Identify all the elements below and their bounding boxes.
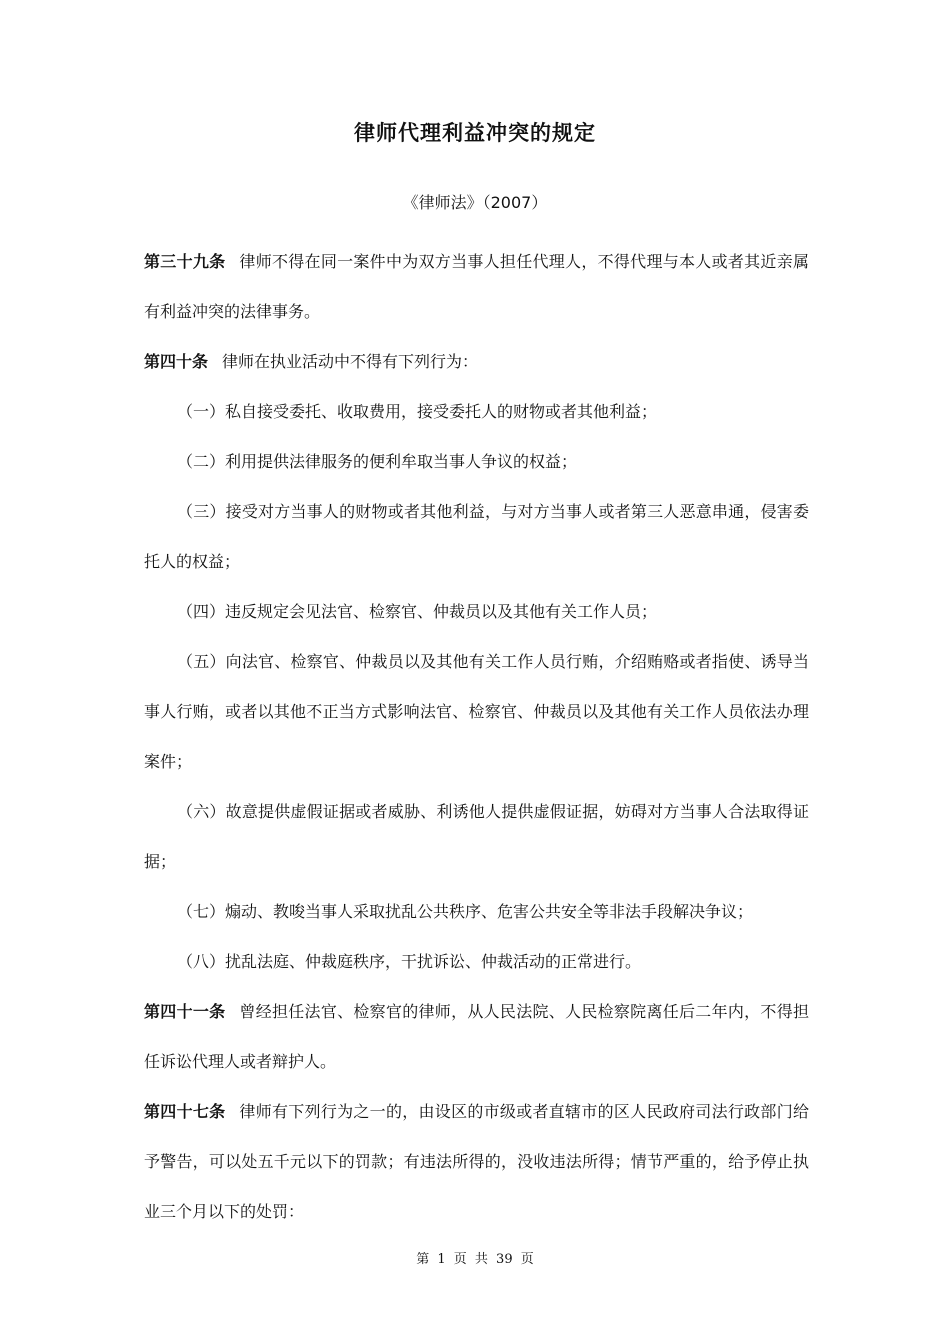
list-item: （七）煽动、教唆当事人采取扰乱公共秩序、危害公共安全等非法手段解决争议； (177, 902, 754, 921)
list-item: （三）接受对方当事人的财物或者其他利益，与对方当事人或者第三人恶意串通，侵害委托人的权益； (144, 502, 809, 571)
document-title: 律师代理利益冲突的规定 (354, 120, 596, 145)
document-subtitle: 《律师法》（2007） (402, 193, 548, 212)
list-item: （六）故意提供虚假证据或者威胁、利诱他人提供虚假证据，妨碍对方当事人合法取得证据； (144, 802, 809, 871)
article-number: 第四十七条 (144, 1102, 226, 1121)
list-item: （二）利用提供法律服务的便利牟取当事人争议的权益； (177, 452, 578, 471)
list-item: （四）违反规定会见法官、检察官、仲裁员以及其他有关工作人员； (177, 602, 658, 621)
article-text: 曾经担任法官、检察官的律师，从人民法院、人民检察院离任后二年内，不得担任诉讼代理人或者辩护人。 (144, 1002, 809, 1071)
article-number: 第四十条 (144, 352, 209, 371)
article-41 (144, 987, 809, 1087)
article-number: 第三十九条 (144, 252, 226, 271)
list-item: （八）扰乱法庭、仲裁庭秩序，干扰诉讼、仲裁活动的正常进行。 (177, 952, 642, 971)
article-text: 律师有下列行为之一的，由设区的市级或者直辖市的区人民政府司法行政部门给予警告，可以处五千元以下的罚款；有违法所得的，没收违法所得；情节严重的，给予停止执业三个月以下的处罚： (144, 1102, 809, 1221)
article-40 (144, 337, 809, 387)
page-footer: 第 1 页 共 39 页 (416, 1252, 534, 1267)
list-item: （五）向法官、检察官、仲裁员以及其他有关工作人员行贿，介绍贿赂或者指使、诱导当事人行贿，或者以其他不正当方式影响法官、检察官、仲裁员以及其他有关工作人员依法办理案件； (144, 652, 809, 771)
article-text: 律师不得在同一案件中为双方当事人担任代理人，不得代理与本人或者其近亲属有利益冲突的法律事务。 (144, 252, 809, 321)
article-47 (144, 1087, 809, 1237)
article-text: 律师在执业活动中不得有下列行为： (222, 352, 479, 371)
list-item: （一）私自接受委托、收取费用，接受委托人的财物或者其他利益； (177, 402, 658, 421)
article-number: 第四十一条 (144, 1002, 226, 1021)
article-39 (144, 237, 809, 337)
document-body (144, 237, 809, 1237)
